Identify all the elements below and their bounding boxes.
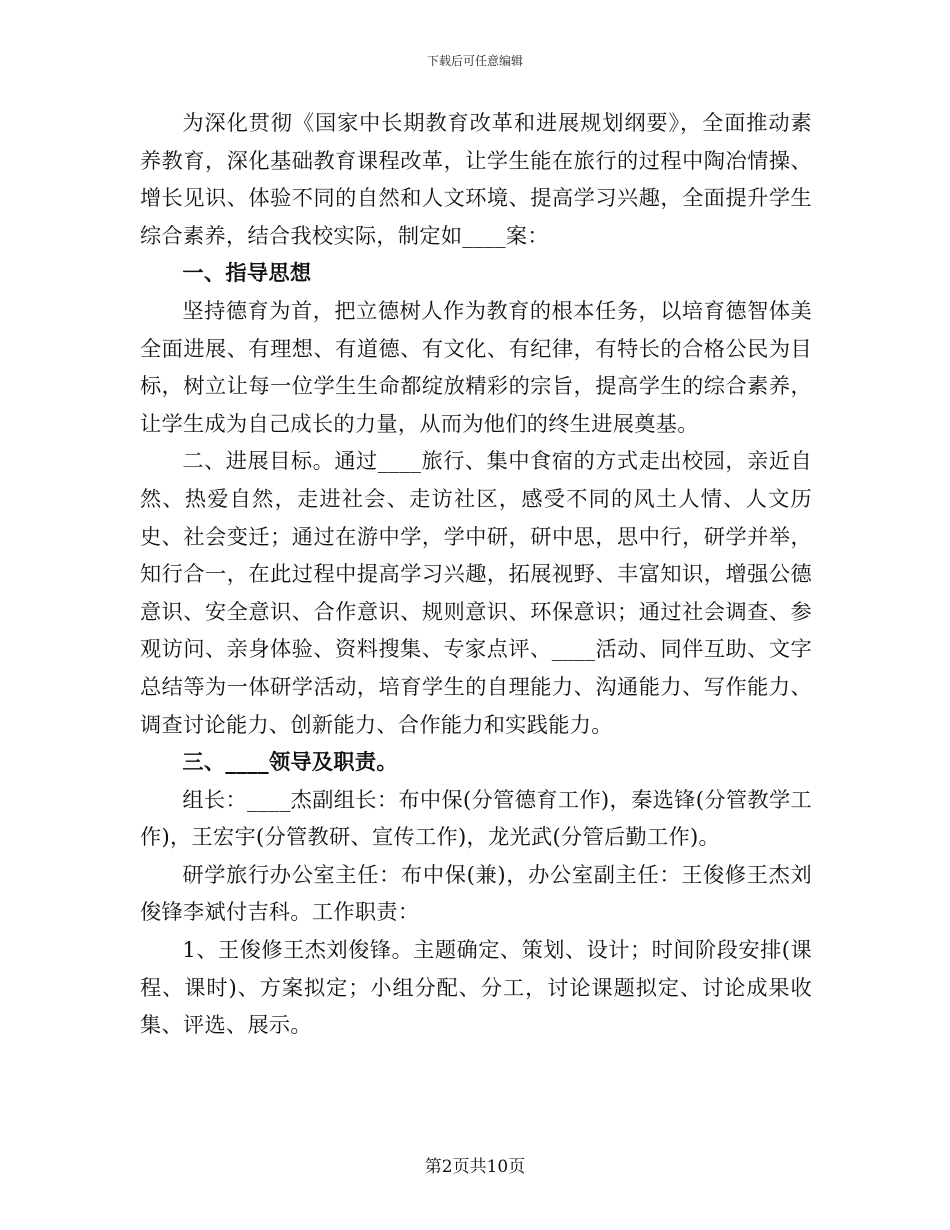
intro-paragraph: 为深化贯彻《国家中长期教育改革和进展规划纲要》，全面推动素养教育，深化基础教育课程改革，让学生能在旅行的过程中陶冶情操、增长见识、体验不同的自然和人文环境、提高学习兴趣，全面提升学生综合素养，结合我校实际，制定如____案：	[140, 110, 812, 248]
section-heading-leadership: 三、____领导及职责。	[182, 749, 398, 775]
guiding-ideology-paragraph: 坚持德育为首，把立德树人作为教育的根本任务，以培育德智体美全面进展、有理想、有道德、有文化、有纪律，有特长的合格公民为目标，树立让每一位学生生命都绽放精彩的宗旨，提高学生的综合素养，让学生成为自己成长的力量，从而为他们的终生进展奠基。	[140, 297, 812, 436]
office-paragraph: 研学旅行办公室主任：布中保(兼)，办公室副主任：王俊修王杰刘俊锋李斌付吉科。工作职责：	[140, 861, 812, 925]
page-header: 下载后可任意编辑	[426, 54, 523, 68]
leaders-paragraph: 组长：____杰副组长：布中保(分管德育工作)，秦选锋(分管教学工作)，王宏宇(分管教研、宣传工作)，龙光武(分管后勤工作)。	[140, 786, 812, 850]
page-footer: 第2页共10页	[424, 1157, 526, 1177]
section-heading-guiding-ideology: 一、指导思想	[182, 260, 312, 286]
duty-item-1-paragraph: 1、王俊修王杰刘俊锋。主题确定、策划、设计；时间阶段安排(课程、课时)、方案拟定；小组分配、分工，讨论课题拟定、讨论成果收集、评选、展示。	[140, 937, 812, 1038]
document-body	[140, 104, 812, 1044]
development-goals-paragraph: 二、进展目标。通过____旅行、集中食宿的方式走出校园，亲近自然、热爱自然，走进社会、走访社区，感受不同的风土人情、人文历史、社会变迁；通过在游中学，学中研，研中思，思中行，研学并举，知行合一，在此过程中提高学习兴趣，拓展视野、丰富知识，增强公德意识、安全意识、合作意识、规则意识、环保意识；通过社会调查、参观访问、亲身体验、资料搜集、专家点评、____活动、同伴互助、文字总结等为一体研学活动，培育学生的自理能力、沟通能力、写作能力、调查讨论能力、创新能力、合作能力和实践能力。	[140, 448, 812, 737]
